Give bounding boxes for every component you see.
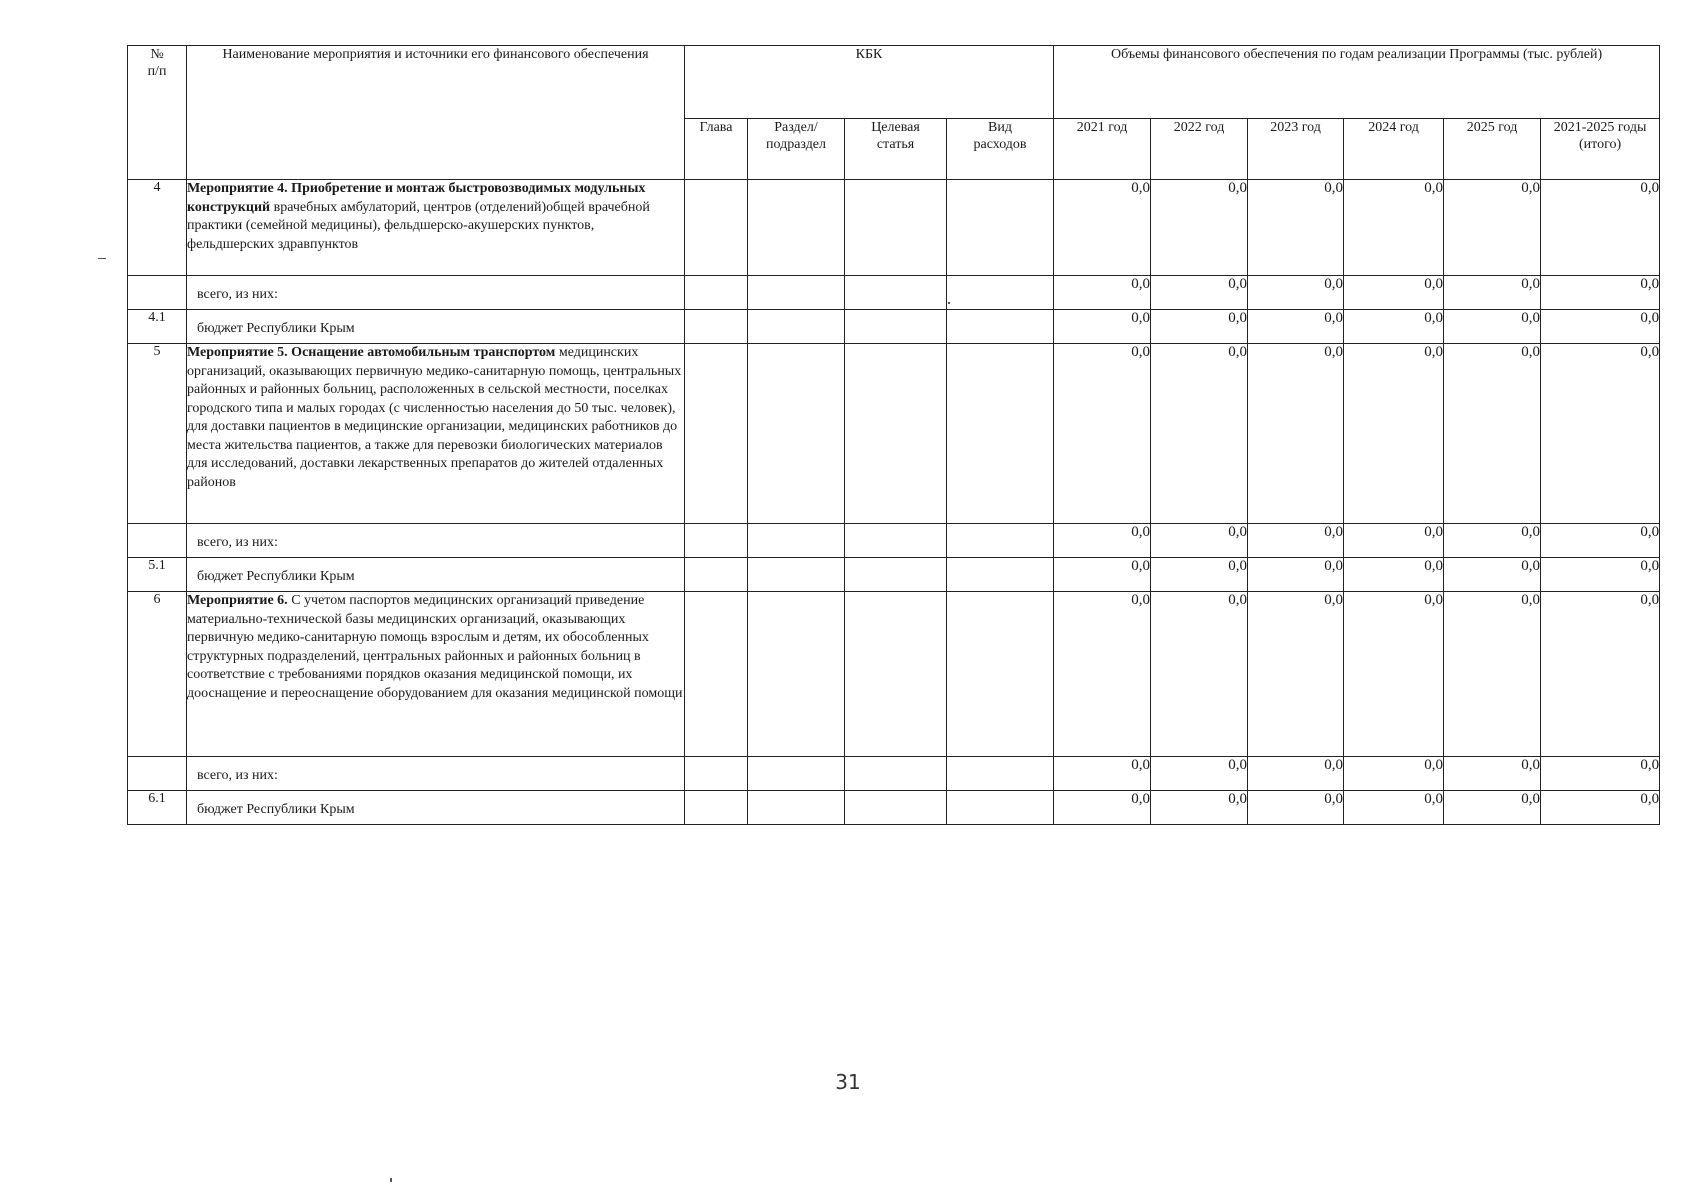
header-kbk: КБК bbox=[685, 46, 1054, 119]
measure-text: С учетом паспортов медицинских организаций приведение материально-технической базы медицинских организаций, оказывающих первичную медико-санитарную помощь взрослым и детям, их обособленных структурных подразделений, центральных районных и районных больниц в соответствие с требованиями порядков оказания медицинской помощи, их дооснащение и переоснащение оборудованием для оказания медицинской помощи bbox=[187, 593, 683, 701]
value-cell: 0,0 bbox=[1344, 791, 1444, 825]
value-cell: 0,0 bbox=[1541, 791, 1660, 825]
kbk-cell bbox=[845, 344, 947, 524]
value-cell: 0,0 bbox=[1054, 791, 1151, 825]
header-2022: 2022 год bbox=[1151, 119, 1248, 180]
measure-text: медицинских организаций, оказывающих первичную медико-санитарную помощь, центральных районных и районных больниц, расположенных в сельской местности, поселках городского типа и малых городах (с численностью населения до 50 тыс. человек), для доставки пациентов в медицинские организации, медицинских работников до места жительства пациентов, а также для перевозки биологических материалов для исследований, доставки лекарственных препаратов до жителей отдаленных районов bbox=[187, 345, 682, 490]
row-number: 6.1 bbox=[128, 791, 187, 825]
value-cell: 0,0 bbox=[1054, 276, 1151, 310]
value-cell: 0,0 bbox=[1248, 592, 1344, 757]
value-cell: 0,0 bbox=[1151, 180, 1248, 276]
measure-title: Мероприятие 5. Оснащение автомобильным транспортом bbox=[187, 345, 556, 360]
table-row bbox=[128, 558, 1660, 592]
header-glava: Глава bbox=[685, 119, 748, 180]
kbk-cell bbox=[748, 524, 845, 558]
table-body bbox=[128, 180, 1660, 825]
kbk-cell bbox=[685, 757, 748, 791]
value-cell: 0,0 bbox=[1444, 558, 1541, 592]
header-2023: 2023 год bbox=[1248, 119, 1344, 180]
value-cell: 0,0 bbox=[1541, 276, 1660, 310]
row-number: 5.1 bbox=[128, 558, 187, 592]
value-cell: 0,0 bbox=[1344, 344, 1444, 524]
value-cell: 0,0 bbox=[1541, 344, 1660, 524]
value-cell: 0,0 bbox=[1151, 757, 1248, 791]
table-row bbox=[128, 310, 1660, 344]
measure-title: Мероприятие 6. bbox=[187, 593, 288, 608]
row-number: 6 bbox=[128, 592, 187, 757]
row-description bbox=[187, 344, 685, 524]
value-cell: 0,0 bbox=[1444, 276, 1541, 310]
value-cell: 0,0 bbox=[1248, 276, 1344, 310]
header-2024: 2024 год bbox=[1344, 119, 1444, 180]
header-volumes: Объемы финансового обеспечения по годам реализации Программы (тыс. рублей) bbox=[1054, 46, 1660, 119]
value-cell: 0,0 bbox=[1541, 592, 1660, 757]
scan-speck bbox=[390, 1178, 392, 1182]
value-cell: 0,0 bbox=[1541, 757, 1660, 791]
row-description: бюджет Республики Крым bbox=[187, 558, 685, 592]
value-cell: 0,0 bbox=[1248, 558, 1344, 592]
measure-text: врачебных амбулаторий, центров (отделений)общей врачебной практики (семейной медицины), фельдшерско-акушерских пунктов, фельдшерских здравпунктов bbox=[187, 199, 650, 252]
value-cell: 0,0 bbox=[1344, 592, 1444, 757]
value-cell: 0,0 bbox=[1344, 524, 1444, 558]
kbk-cell bbox=[748, 592, 845, 757]
value-cell: 0,0 bbox=[1248, 791, 1344, 825]
value-cell: 0,0 bbox=[1248, 757, 1344, 791]
kbk-cell bbox=[748, 791, 845, 825]
row-number bbox=[128, 524, 187, 558]
value-cell: 0,0 bbox=[1248, 524, 1344, 558]
kbk-cell bbox=[845, 757, 947, 791]
value-cell: 0,0 bbox=[1541, 310, 1660, 344]
header-2025: 2025 год bbox=[1444, 119, 1541, 180]
measure-title: Мероприятие 4. Приобретение и монтаж быстровозводимых модульных конструкций bbox=[187, 181, 646, 215]
kbk-cell bbox=[748, 276, 845, 310]
table-row bbox=[128, 524, 1660, 558]
value-cell: 0,0 bbox=[1444, 180, 1541, 276]
row-description: бюджет Республики Крым bbox=[187, 791, 685, 825]
table-row bbox=[128, 180, 1660, 276]
value-cell: 0,0 bbox=[1444, 344, 1541, 524]
kbk-cell bbox=[947, 180, 1054, 276]
kbk-cell bbox=[845, 276, 947, 310]
value-cell: 0,0 bbox=[1541, 558, 1660, 592]
kbk-cell bbox=[947, 592, 1054, 757]
row-description: всего, из них: bbox=[187, 524, 685, 558]
kbk-cell bbox=[685, 180, 748, 276]
header-vid: Вид расходов bbox=[947, 119, 1054, 180]
value-cell: 0,0 bbox=[1248, 344, 1344, 524]
kbk-cell bbox=[845, 310, 947, 344]
kbk-cell bbox=[947, 757, 1054, 791]
value-cell: 0,0 bbox=[1541, 524, 1660, 558]
kbk-cell bbox=[748, 310, 845, 344]
value-cell: 0,0 bbox=[1444, 592, 1541, 757]
value-cell: 0,0 bbox=[1054, 524, 1151, 558]
kbk-cell bbox=[748, 180, 845, 276]
table-row bbox=[128, 757, 1660, 791]
kbk-cell bbox=[685, 276, 748, 310]
kbk-cell bbox=[685, 344, 748, 524]
value-cell: 0,0 bbox=[1344, 180, 1444, 276]
value-cell: 0,0 bbox=[1344, 757, 1444, 791]
value-cell: 0,0 bbox=[1344, 310, 1444, 344]
value-cell: 0,0 bbox=[1151, 791, 1248, 825]
kbk-cell bbox=[947, 344, 1054, 524]
value-cell: 0,0 bbox=[1054, 757, 1151, 791]
value-cell: 0,0 bbox=[1151, 310, 1248, 344]
scan-speck bbox=[948, 302, 950, 304]
kbk-cell bbox=[748, 757, 845, 791]
value-cell: 0,0 bbox=[1054, 558, 1151, 592]
row-description: всего, из них: bbox=[187, 757, 685, 791]
kbk-cell bbox=[947, 524, 1054, 558]
kbk-cell bbox=[685, 791, 748, 825]
kbk-cell bbox=[748, 558, 845, 592]
header-total: 2021-2025 годы (итого) bbox=[1541, 119, 1660, 180]
value-cell: 0,0 bbox=[1054, 344, 1151, 524]
kbk-cell bbox=[845, 524, 947, 558]
header-num: № п/п bbox=[128, 46, 187, 180]
kbk-cell bbox=[947, 558, 1054, 592]
row-number: 4.1 bbox=[128, 310, 187, 344]
row-number: 5 bbox=[128, 344, 187, 524]
value-cell: 0,0 bbox=[1444, 310, 1541, 344]
value-cell: 0,0 bbox=[1151, 592, 1248, 757]
kbk-cell bbox=[845, 791, 947, 825]
value-cell: 0,0 bbox=[1248, 310, 1344, 344]
kbk-cell bbox=[685, 310, 748, 344]
value-cell: 0,0 bbox=[1151, 558, 1248, 592]
row-description bbox=[187, 180, 685, 276]
kbk-cell bbox=[947, 310, 1054, 344]
value-cell: 0,0 bbox=[1248, 180, 1344, 276]
value-cell: 0,0 bbox=[1054, 592, 1151, 757]
header-2021: 2021 год bbox=[1054, 119, 1151, 180]
kbk-cell bbox=[845, 592, 947, 757]
row-number: 4 bbox=[128, 180, 187, 276]
value-cell: 0,0 bbox=[1444, 757, 1541, 791]
kbk-cell bbox=[748, 344, 845, 524]
value-cell: 0,0 bbox=[1151, 344, 1248, 524]
row-description: всего, из них: bbox=[187, 276, 685, 310]
kbk-cell bbox=[845, 558, 947, 592]
value-cell: 0,0 bbox=[1344, 276, 1444, 310]
value-cell: 0,0 bbox=[1151, 276, 1248, 310]
value-cell: 0,0 bbox=[1151, 524, 1248, 558]
table-row bbox=[128, 276, 1660, 310]
value-cell: 0,0 bbox=[1444, 524, 1541, 558]
kbk-cell bbox=[947, 276, 1054, 310]
row-description: бюджет Республики Крым bbox=[187, 310, 685, 344]
value-cell: 0,0 bbox=[1054, 180, 1151, 276]
row-number bbox=[128, 276, 187, 310]
financing-table bbox=[127, 45, 1660, 825]
table-row bbox=[128, 791, 1660, 825]
kbk-cell bbox=[845, 180, 947, 276]
row-description bbox=[187, 592, 685, 757]
page-number: 31 bbox=[835, 1070, 861, 1094]
scan-speck bbox=[98, 258, 106, 259]
kbk-cell bbox=[685, 592, 748, 757]
value-cell: 0,0 bbox=[1444, 791, 1541, 825]
kbk-cell bbox=[685, 558, 748, 592]
header-tselevaya: Целевая статья bbox=[845, 119, 947, 180]
row-number bbox=[128, 757, 187, 791]
header-name: Наименование мероприятия и источники его финансового обеспечения bbox=[187, 46, 685, 180]
table-row bbox=[128, 344, 1660, 524]
kbk-cell bbox=[685, 524, 748, 558]
value-cell: 0,0 bbox=[1054, 310, 1151, 344]
kbk-cell bbox=[947, 791, 1054, 825]
table-row bbox=[128, 592, 1660, 757]
value-cell: 0,0 bbox=[1344, 558, 1444, 592]
header-razdel: Раздел/ подраздел bbox=[748, 119, 845, 180]
value-cell: 0,0 bbox=[1541, 180, 1660, 276]
